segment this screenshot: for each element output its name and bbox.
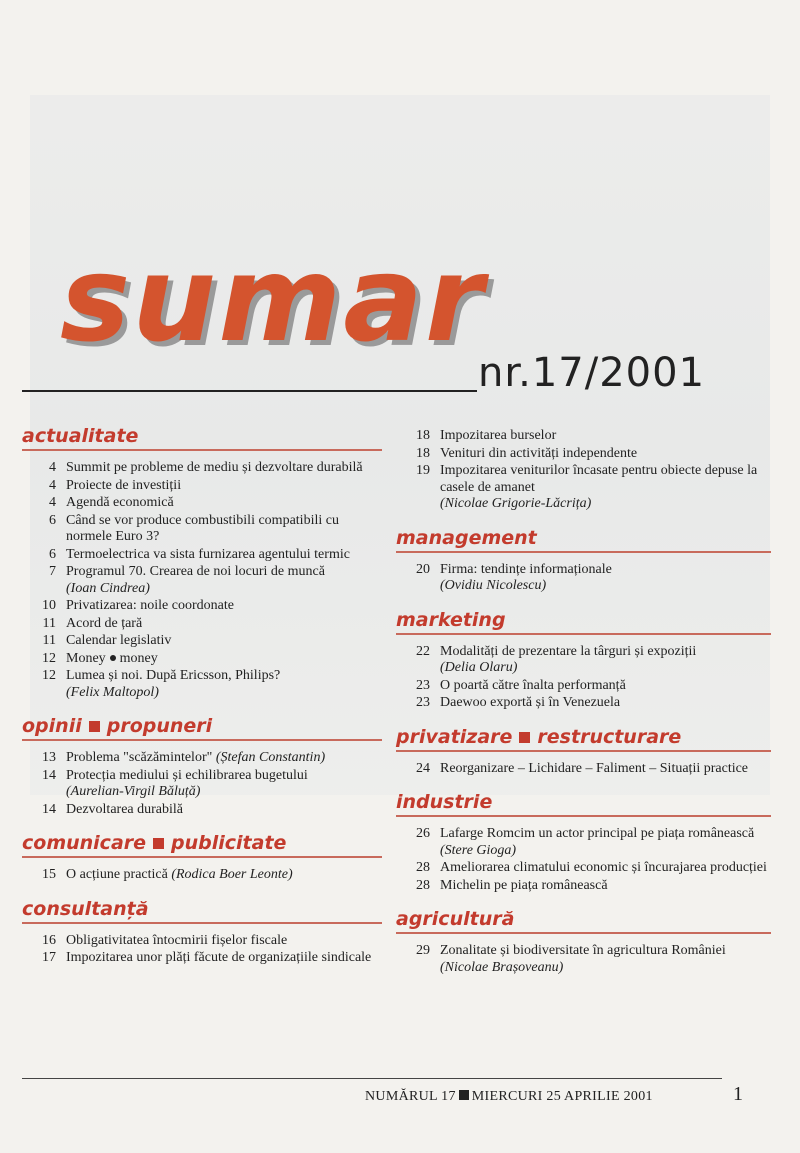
page-ref: 7 [49,564,56,579]
toc-item [22,950,382,967]
toc-item [22,651,382,668]
page-ref: 14 [42,767,56,783]
article-title: Protecția mediului și echilibrarea bugetului [66,767,308,783]
section-agricultura [396,908,771,976]
section-title [396,726,771,752]
section-management [396,527,771,595]
page-ref: 6 [49,512,56,528]
article-author: (Nicolae Grigorie-Lăcrița) [440,496,592,511]
article-title: Calendar legislativ [66,633,172,648]
footer-issue-info [365,1089,653,1105]
footer-rule [22,1078,722,1079]
article-title: Programul 70. Crearea de noi locuri de muncă [66,564,325,579]
toc-item [22,616,382,633]
toc-item [22,513,382,546]
page-ref: 22 [416,643,430,659]
article-title: Zonalitate și biodiversitate în agricultura României [440,943,726,958]
section-opinii-propuneri [22,715,382,818]
toc-item [396,463,771,513]
masthead-logo: sumar [60,230,486,368]
article-title: Michelin pe piața românească [440,877,608,893]
article-title: Impozitarea unor plăți făcute de organizațiile sindicale [66,950,372,965]
article-author: (Nicolae Brașoveanu) [440,959,564,975]
article-title: Impozitarea veniturilor încasate pentru obiecte depuse la casele de amanet [440,463,758,495]
article-title: Când se vor produce combustibili compatibili cu normele Euro 3? [66,512,339,544]
toc-item [22,668,382,701]
section-title [22,832,382,858]
square-bullet-icon [519,732,530,743]
article-author: (Ioan Cindrea) [66,580,150,596]
section-title-part: opinii [22,715,82,737]
toc-item [22,750,382,767]
page-ref: 4 [49,495,56,510]
article-author: (Felix Maltopol) [66,684,159,700]
bullet-dot-icon [110,655,116,661]
square-bullet-icon [153,838,164,849]
article-title: Firma: tendințe informaționale [440,561,612,577]
page-ref: 26 [416,826,430,841]
page-ref: 13 [42,750,56,765]
toc-item [22,802,382,819]
article-title: O acțiune practică [66,867,168,882]
section-title-part: propuneri [106,715,213,737]
toc-item [396,878,771,895]
section-title: management [396,527,771,553]
article-author: (Aurelian-Virgil Băluță) [66,784,201,799]
article-title: Lumea și noi. După Ericsson, Philips? [66,668,281,683]
article-title: Impozitarea burselor [440,428,557,443]
article-title: Reorganizare – Lichidare – Faliment – Situații practice [440,760,749,776]
article-author: (Stere Gioga) [440,842,517,858]
toc-right-column [396,428,771,990]
page-ref: 11 [42,615,56,631]
article-title: Privatizarea: noile coordonate [66,598,234,613]
page-ref: 23 [416,695,430,710]
page-ref: 11 [42,633,56,648]
page-ref: 19 [416,463,430,478]
issue-number: nr.17/2001 [478,350,706,396]
page-ref: 4 [49,477,56,493]
toc-item [396,826,771,859]
toc-item [396,446,771,463]
section-privatizare-restructurare [396,726,771,778]
toc-item [22,478,382,495]
section-industrie [396,791,771,894]
toc-item [22,633,382,650]
toc-item [396,860,771,877]
toc-item [22,598,382,615]
section-title-part: comunicare [22,832,147,854]
section-title-part: restructurare [537,725,682,748]
page-ref: 20 [416,561,430,577]
section-title: marketing [396,609,771,635]
page-ref: 12 [42,650,56,666]
page-ref: 28 [416,877,430,893]
page-ref: 24 [416,760,430,776]
article-title: Modalități de prezentare la târguri și expoziții [440,643,697,659]
section-title: industrie [396,791,771,817]
article-title: Daewoo exportă și în Venezuela [440,695,621,710]
toc-item [22,768,382,801]
page-ref: 18 [416,445,430,461]
page-ref: 23 [416,677,430,693]
section-actualitate [22,425,382,701]
article-title: Ameliorarea climatului economic și încurajarea producției [440,860,767,875]
article-author: (Delia Olaru) [440,660,518,675]
toc-item [22,564,382,597]
page-number: 1 [733,1083,743,1105]
page-ref: 18 [416,428,430,443]
article-author: (Rodica Boer Leonte) [171,867,293,882]
page-ref: 6 [49,546,56,562]
article-title: Proiecte de investiții [66,477,182,493]
footer-date: MIERCURI 25 APRILIE 2001 [471,1089,653,1104]
article-title: Dezvoltarea durabilă [66,801,183,817]
article-title: Summit pe probleme de mediu și dezvoltare durabilă [66,460,363,475]
toc-item [396,644,771,677]
article-title: Termoelectrica va sista furnizarea agentului termic [66,546,350,562]
article-title: Lafarge Romcim un actor principal pe piața românească [440,826,755,841]
square-separator-icon [459,1090,469,1100]
page-ref: 15 [42,867,56,882]
article-title: Venituri din activități independente [440,445,638,461]
page-ref: 12 [42,668,56,683]
section-title [22,715,382,741]
article-author: (Ovidiu Nicolescu) [440,578,547,593]
masthead-rule [22,390,477,392]
section-title: consultanță [22,898,382,924]
article-title: Agendă economică [66,495,174,510]
section-title-part: publicitate [171,832,287,854]
toc-item [396,943,771,976]
toc-item [22,460,382,477]
footer-issue-label: NUMĂRUL 17 [365,1089,456,1104]
page-ref: 14 [42,801,56,817]
article-title: Obligativitatea întocmirii fișelor fiscale [66,932,288,948]
article-title-part: money [119,650,158,666]
article-title: O poartă către înalta performanță [440,677,626,693]
page-ref: 4 [49,460,56,475]
section-title: agricultură [396,908,771,934]
toc-item [396,761,771,778]
section-title: actualitate [22,425,382,451]
section-consultanta [22,898,382,967]
section-consultanta-continued [396,428,771,513]
article-title: Acord de țară [66,615,143,631]
page-ref: 28 [416,860,430,875]
page-ref: 16 [42,932,56,948]
article-title-part: Money [66,650,106,666]
toc-item [22,547,382,564]
section-title-part: privatizare [396,725,513,748]
toc-left-column [22,425,382,981]
toc-item [396,428,771,445]
toc-item [22,933,382,950]
toc-item [22,867,382,884]
toc-item [396,695,771,712]
section-comunicare-publicitate [22,832,382,884]
section-marketing [396,609,771,712]
toc-item [22,495,382,512]
article-author: (Ștefan Constantin) [215,750,326,765]
page-ref: 29 [416,943,430,958]
square-bullet-icon [89,721,100,732]
page-ref: 10 [42,598,56,613]
toc-item [396,678,771,695]
toc-item [396,562,771,595]
article-title: Problema "scăzămintelor" [66,750,213,765]
page-ref: 17 [42,950,56,965]
